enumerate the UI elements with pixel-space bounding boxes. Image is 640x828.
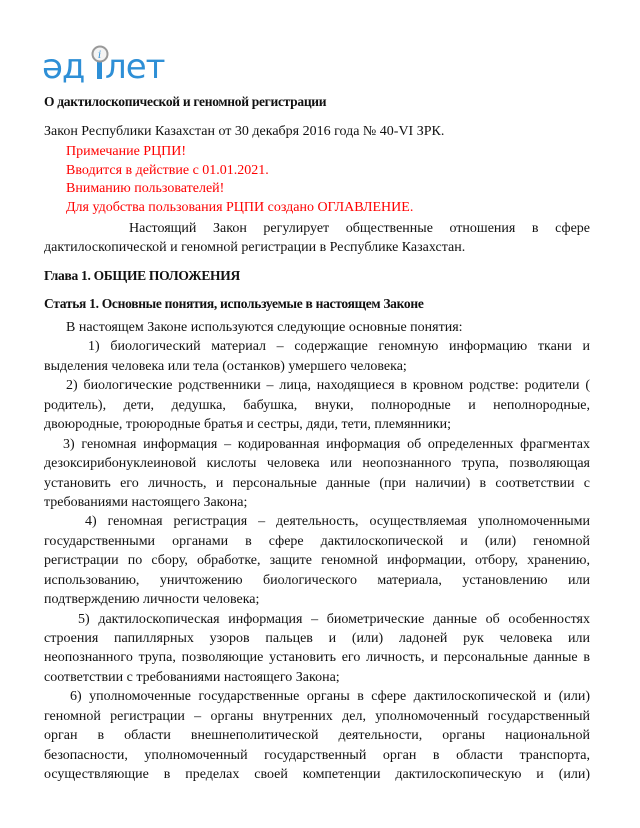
note-line: Вводится в действие с 01.01.2021. bbox=[66, 163, 269, 178]
preamble-line: Настоящий Закон регулирует общественные отношения в сфере bbox=[129, 221, 590, 236]
article-heading: Статья 1. Основные понятия, используемые в настоящем Законе bbox=[44, 296, 424, 311]
paragraph-line: 6) уполномоченные государственные органы в сфере дактилоскопической и (или) bbox=[70, 689, 590, 705]
paragraph-line: 4) геномная регистрация – деятельность, осуществляемая уполномоченными bbox=[85, 514, 590, 530]
paragraph-line: 2) биологические родственники – лица, находящиеся в кровном родстве: родители ( bbox=[66, 378, 590, 394]
paragraph-line: осуществляющие в пределах своей компетенции дактилоскопическую и (или) bbox=[44, 767, 590, 783]
adilet-logo[interactable] bbox=[42, 42, 177, 84]
paragraph-line: государственными органами в сфере дактилоскопической и (или) геномной bbox=[44, 533, 590, 549]
definition-paragraph bbox=[44, 435, 590, 513]
definition-paragraph bbox=[44, 376, 590, 434]
definition-paragraph bbox=[44, 687, 590, 784]
toc-link[interactable]: Для удобства пользования РЦПИ создано ОГЛАВЛЕНИЕ. bbox=[66, 200, 414, 215]
paragraph-line: требованиями настоящего Закона; bbox=[44, 494, 248, 510]
definition-paragraph bbox=[44, 512, 590, 609]
paragraph-line: двоюродные, троюродные братья и сестры, дяди, тети, племянники; bbox=[44, 417, 452, 433]
paragraph-line: 5) дактилоскопическая информация – биометрические данные об особенностях bbox=[78, 611, 590, 627]
paragraph-line: геномной регистрации – органы внутренних дел, уполномоченный государственный bbox=[44, 708, 590, 724]
svg-text:лет: лет bbox=[105, 47, 165, 84]
paragraph-line: В настоящем Законе используются следующие основные понятия: bbox=[66, 320, 463, 335]
paragraph-line: 3) геномная информация – кодированная информация об определенных фрагментах bbox=[63, 436, 590, 452]
definition-paragraph bbox=[44, 610, 590, 688]
svg-text:әд: әд bbox=[42, 47, 85, 84]
note-line: Примечание РЦПИ! bbox=[66, 144, 187, 159]
paragraph-line: установить его личность, и персональные данные (при наличии) в соответствии с bbox=[44, 475, 590, 491]
definition-paragraph bbox=[44, 337, 590, 376]
chapter-heading: Глава 1. ОБЩИЕ ПОЛОЖЕНИЯ bbox=[44, 268, 240, 283]
paragraph-line: подтверждению личности человека; bbox=[44, 592, 260, 608]
preamble bbox=[44, 219, 590, 258]
paragraph-line: родитель), дети, дедушка, бабушка, внуки, полнородные и неполнородные, bbox=[44, 397, 590, 413]
law-reference: Закон Республики Казахстан от 30 декабря 2016 года № 40-VI ЗРК. bbox=[44, 124, 445, 139]
paragraph-line: соответствии с требованиями настоящего Закона; bbox=[44, 669, 340, 685]
paragraph-line: неопознанного трупа, позволяющие установить его личность, и персональные данные в bbox=[44, 650, 590, 666]
paragraph-line: регистрации по сбору, обработке, защите геномной информации, отбору, хранению, bbox=[44, 553, 590, 569]
paragraph-line: безопасности, уполномоченный государственный орган в области транспорта, bbox=[44, 747, 590, 763]
paragraph-line: дезоксирибонуклеиновой кислоты человека или неопознанного трупа, позволяющая bbox=[44, 456, 590, 472]
paragraph-line: 1) биологический материал – содержащие геномную информацию ткани и bbox=[88, 339, 590, 355]
paragraph-line: использованию, уничтожению биологического материала, установлению или bbox=[44, 572, 590, 588]
paragraph-line: выделения человека или тела (останков) умершего человека; bbox=[44, 358, 407, 374]
preamble-line: дактилоскопической и геномной регистрации в Республике Казахстан. bbox=[44, 240, 466, 256]
paragraph-line: строения папиллярных узоров пальцев и (или) ладоней рук человека или bbox=[44, 631, 590, 646]
note-line: Вниманию пользователей! bbox=[66, 181, 225, 196]
definitions-list bbox=[44, 318, 590, 785]
svg-text:i: i bbox=[98, 50, 102, 61]
paragraph-line: орган в области внешнеполитической деятельности, органы национальной bbox=[44, 728, 590, 744]
definition-paragraph bbox=[44, 318, 590, 337]
document-title: О дактилоскопической и геномной регистрации bbox=[44, 94, 327, 109]
